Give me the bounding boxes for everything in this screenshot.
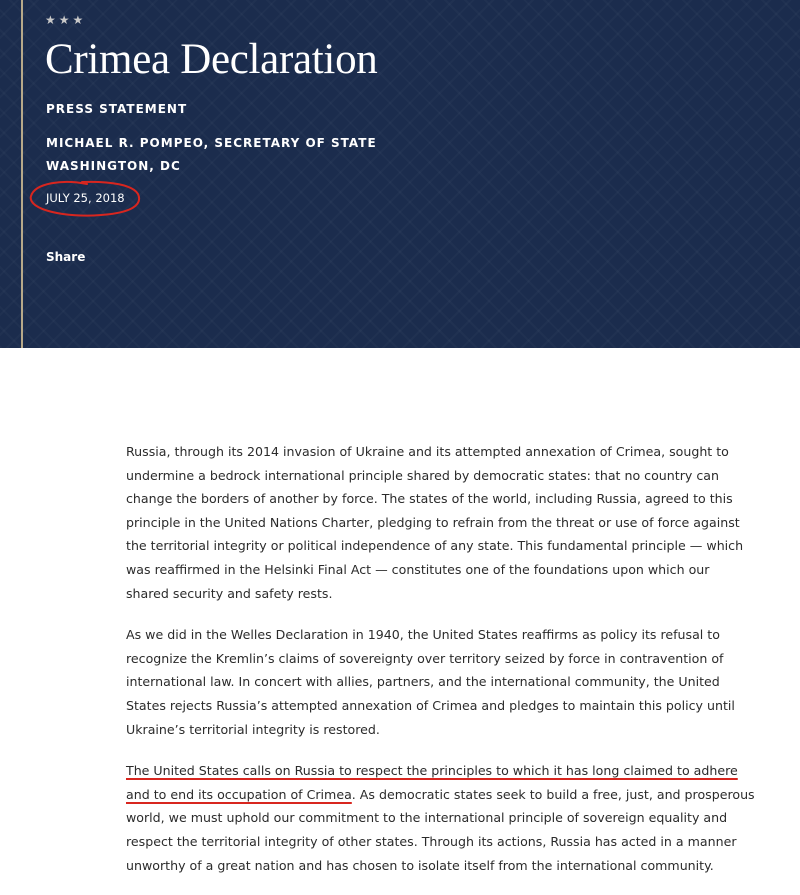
statement-body bbox=[126, 440, 756, 895]
paragraph-1: Russia, through its 2014 invasion of Ukraine and its attempted annexation of Crimea, sought to undermine a bedrock international principle shared by democratic states: that no country can change the borders of another by force. The states of the world, including Russia, agreed to this principle in the United Nations Charter, pledging to refrain from the threat or use of force against the territorial integrity or political independence of any state. This fundamental principle — which was reaffirmed in the Helsinki Final Act — constitutes one of the foundations upon which our shared security and safety rests. bbox=[126, 444, 744, 601]
highlighted-sentence: The United States calls on Russia to respect the principles to which it has long claimed to adhere and to end its occupation of Crimea bbox=[126, 763, 738, 802]
accent-rule bbox=[21, 0, 23, 348]
stars-icon: ★★★ bbox=[45, 13, 87, 27]
date-annotation-circle bbox=[27, 178, 143, 220]
author-line: MICHAEL R. POMPEO, SECRETARY OF STATE bbox=[46, 136, 377, 150]
paragraph-3-rest: . As democratic states seek to build a free, just, and prosperous world, we must uphold our commitment to the international principle of sovereign equality and respect the territorial integrity of other states. Through its actions, Russia has acted in a manner unworthy of a great nation and has chosen to isolate itself from the international community. bbox=[126, 786, 755, 873]
page-title: Crimea Declaration bbox=[45, 36, 378, 83]
press-statement-header bbox=[0, 0, 800, 348]
paragraph-2: As we did in the Welles Declaration in 1940, the United States reaffirms as policy its refusal to recognize the Kremlin’s claims of sovereignty over territory seized by force in contravention of international law. In concert with allies, partners, and the international community, the United States rejects Russia’s attempted annexation of Crimea and pledges to maintain this policy until Ukraine’s territorial integrity is restored. bbox=[126, 627, 735, 737]
statement-type: PRESS STATEMENT bbox=[46, 102, 188, 116]
location-line: WASHINGTON, DC bbox=[46, 159, 181, 173]
paragraph-3 bbox=[126, 759, 756, 877]
share-button[interactable]: Share bbox=[46, 250, 86, 264]
publish-date: JULY 25, 2018 bbox=[46, 191, 125, 205]
